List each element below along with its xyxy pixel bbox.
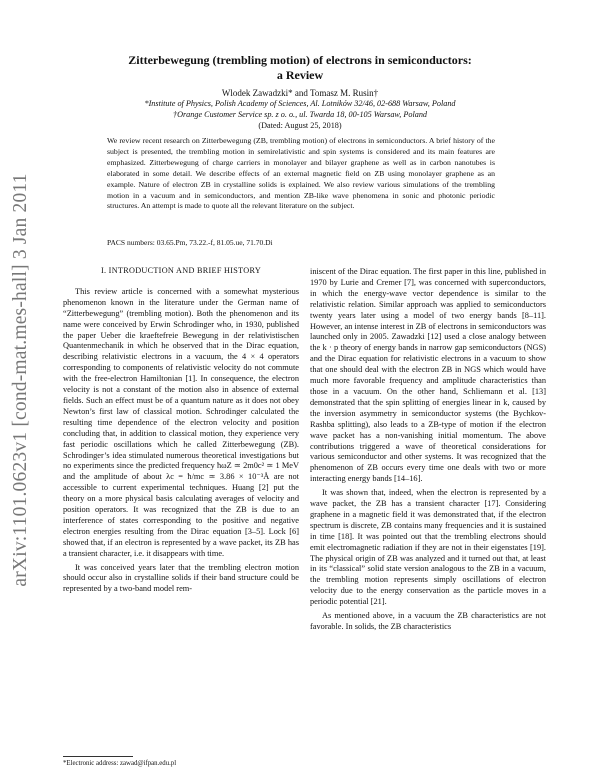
- authors: Wlodek Zawadzki* and Tomasz M. Rusin†: [221, 88, 379, 98]
- arxiv-identifier: arXiv:1101.0623v1 [cond-mat.mes-hall] 3 Jan 2011: [10, 173, 31, 587]
- affiliations: [70, 99, 530, 120]
- abstract: We review recent research on Zitterbewegung (ZB, trembling motion) of electrons in semiconductors. A brief history of the subject is presented, the trembling motion in semirelativistic and spin systems is considered and its main features are emphasized. Zitterbewegung of charge carriers in monolayer and bilayer graphene as well as in carbon nanotubes is elaborated in some detail. We describe effects of an external magnetic field on ZB using monolayer graphene as an example. Nature of electron ZB in crystalline solids is explained. We also review various simulations of the trembling motion in a vacuum and in semiconductors, and mention ZB-like wave phenomena in sonic and photonic periodic structures. An attempt is made to quote all the relevant literature on the subject.: [107, 136, 495, 211]
- title-line-1: Zitterbewegung (trembling motion) of electrons in semiconductors:: [128, 53, 472, 67]
- title-line-2: a Review: [276, 68, 324, 82]
- left-paragraph-2: It was conceived years later that the trembling electron motion should occur also in crystalline solids if their band structure could be represented by a two-band model rem-: [63, 562, 299, 594]
- arxiv-sidebar-stamp: [6, 160, 36, 600]
- right-paragraph-3: As mentioned above, in a vacuum the ZB characteristics are not favorable. In solids, the ZB characteristics: [310, 611, 546, 631]
- date-line: (Dated: August 25, 2018): [258, 121, 342, 130]
- right-paragraph-1: iniscent of the Dirac equation. The first paper in this line, published in 1970 by Lurie and Cremer [7], was concerned with superconductors, in which the energy-wave vector dependence is similar to the relativistic relation. Similar approach was applied to semiconductors twenty years later using a model of two energy bands [8–11]. However, an intense interest in ZB of electrons in semiconductors was launched only in 2005. Zawadzki [12] used a close analogy between the k · p theory of energy bands in narrow gap semiconductors (NGS) and the Dirac equation for relativistic electrons in a vacuum to show that one should deal with the electron ZB in NGS which would have much more favorable frequency and amplitude characteristics than those in a vacuum. On the other hand, Schliemann et al. [13] demonstrated that the spin splitting of energies linear in k, caused by the inversion asymmetry in semiconductor systems (the Bychkov-Rashba splitting), also leads to a ZB-type of motion if the electron wave packet has a non-vanishing initial momentum. The above contributions triggered a wave of theoretical considerations for various semiconductor and other systems. It was recognized that the phenomenon of ZB occurs every time one deals with two or more interacting energy bands [14–16].: [310, 267, 546, 484]
- paper-title: [70, 53, 530, 83]
- footnote: *Electronic address: zawad@ifpan.edu.pl: [63, 760, 177, 767]
- affiliation-1: *Institute of Physics, Polish Academy of Sciences, Al. Lotników 32/46, 02-688 Warsaw, Poland: [144, 99, 456, 108]
- right-paragraph-2: It was shown that, indeed, when the electron is represented by a wave packet, the ZB has a transient character [17]. Considering graphene in a magnetic field it was demonstrated that, if the electron spectrum is discrete, ZB contains many frequencies and it is sustained in time [18]. It was pointed out that the trembling electrons should emit electromagnetic radiation if they are not in their eigenstates [19]. The physical origin of ZB was analyzed and it turned out that, at least in its “classical” solid state version analogous to the ZB in a vacuum, the trembling motion represents simply oscillations of electron velocity due to the energy conservation as the particle moves in a periodic potential [21].: [310, 488, 546, 607]
- footnote-rule: [63, 756, 133, 757]
- affiliation-2: †Orange Customer Service sp. z o. o., ul. Twarda 18, 00-105 Warsaw, Poland: [172, 109, 428, 119]
- left-paragraph-1: This review article is concerned with a somewhat mysterious phenomenon known in the literature under the German name of “Zitterbewegung” (trembling motion). Both the phenomenon and its name were conceived by Erwin Schrodinger who, in 1930, published the paper Ueber die kraeftefreie Bewegung in der relativistischen Quantenmechanik in which he observed that in the Dirac equation, describing relativistic electrons in a vacuum, the 4 × 4 operators corresponding to components of relativistic velocity do not commute with the free-electron Hamiltonian [1]. In consequence, the electron velocity is not a constant of the motion also in absence of external fields. Such an effect must be of a quantum nature as it does not obey Newton’s first law of classical motion. Schrodinger calculated the resulting time dependence of the electron velocity and position concluding that, in addition to classical motion, they experience very fast periodic oscillations which he called Zitterbewegung (ZB). Schrodinger’s idea stimulated numerous theoretical investigations but no experiments since the predicted frequency ħωZ ≃ 2m0c² ≃ 1 MeV and the amplitude of about λc = ħ/mc ≃ 3.86 × 10⁻³Å are not accessible to current experimental techniques. Huang [2] put the theory on a more physical basis calculating averages of velocity and position operators. It was recognized that the ZB is due to an interference of states corresponding to the positive and negative electron energies resulting from the Dirac equation [3–5]. Lock [6] showed that, if an electron is represented by a wave packet, its ZB has a transient character, i.e. it disappears with time.: [63, 286, 299, 558]
- right-column: [310, 267, 546, 633]
- pacs-numbers: PACS numbers: 03.65.Pm, 73.22.-f, 81.05.ue, 71.70.Di: [107, 238, 273, 247]
- left-column: [63, 260, 299, 595]
- section-heading: I. INTRODUCTION AND BRIEF HISTORY: [100, 266, 262, 275]
